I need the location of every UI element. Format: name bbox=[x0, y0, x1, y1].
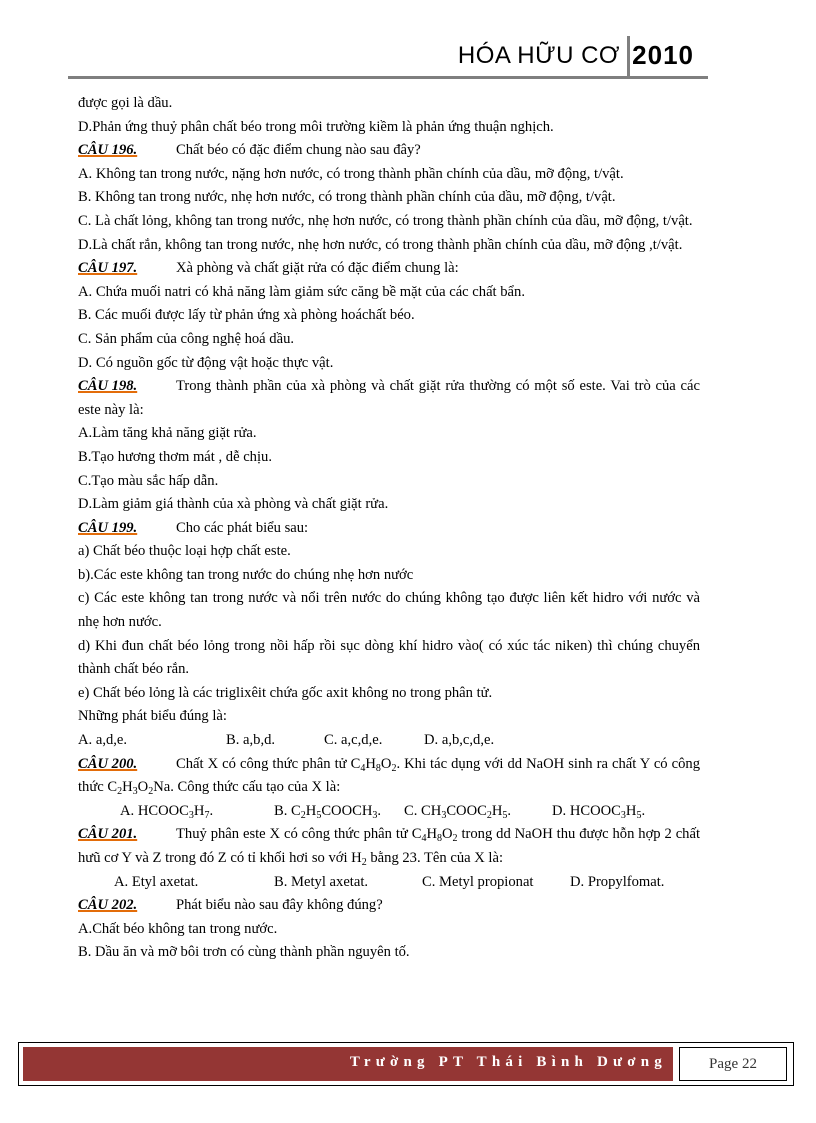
option-a: A.Chất béo không tan trong nước. bbox=[78, 920, 278, 937]
subscript: 8 bbox=[375, 762, 381, 774]
question-text: Na. Công thức cấu tạo của X là: bbox=[153, 779, 341, 796]
header-rule bbox=[68, 76, 708, 79]
option-a: A. a,d,e. bbox=[78, 732, 128, 749]
option-d: D. Có nguồn gốc từ động vật hoặc thực vật. bbox=[78, 354, 334, 371]
subscript: 2 bbox=[361, 857, 367, 868]
question-text: Thuỷ phân este X có công thức phân tử C bbox=[176, 826, 422, 843]
option-c: C. Metyl propionat bbox=[422, 873, 534, 890]
option-c: C. $CH_3COOC_2H_5$. bbox=[404, 802, 512, 821]
question-ask: Những phát biểu đúng là: bbox=[78, 708, 227, 725]
option-a: A. Etyl axetat. bbox=[114, 873, 199, 890]
footer-bar bbox=[23, 1047, 673, 1081]
question-text: H bbox=[122, 779, 133, 796]
question-text: Xà phòng và chất giặt rửa có đặc điểm chung là: bbox=[176, 260, 459, 277]
question-text: Phát biểu nào sau đây không đúng? bbox=[176, 897, 383, 914]
option-a: A. Không tan trong nước, nặng hơn nước, có trong thành phần chính của dầu, mỡ động, t/vật. bbox=[78, 165, 624, 182]
statement-d: d) Khi đun chất béo lỏng trong nồi hấp rồi sục dòng khí hidro vào( có xúc tác niken) thì chúng chuyển thành chất béo rắn. bbox=[78, 637, 700, 678]
option-d: D. Propylfomat. bbox=[570, 873, 665, 890]
question-text: H bbox=[365, 755, 376, 772]
question-text: . Khi tác dụng với dd NaOH sinh ra chất Y có công thức C bbox=[78, 755, 700, 796]
option-d: D. a,b,c,d,e. bbox=[424, 732, 495, 749]
subscript: 4 bbox=[421, 833, 427, 845]
page-number: Page 22 bbox=[679, 1047, 787, 1081]
option-b: B. $C_2H_5COOCH_3$. bbox=[274, 802, 382, 821]
subscript: 8 bbox=[437, 833, 442, 845]
page-content bbox=[78, 92, 700, 965]
option-d: D. $HCOOC_3H_5$. bbox=[552, 802, 646, 821]
options-row bbox=[78, 800, 700, 824]
statement-b: b).Các este không tan trong nước do chúng nhẹ hơn nước bbox=[78, 566, 414, 583]
subscript: 3 bbox=[132, 786, 138, 798]
subscript: 2 bbox=[391, 762, 397, 774]
subscript: 2 bbox=[452, 833, 458, 845]
options-row bbox=[78, 729, 700, 753]
option-b: B. Các muối được lấy từ phản ứng xà phòng hoáchất béo. bbox=[78, 307, 415, 324]
question-label: CÂU 196. bbox=[78, 142, 138, 159]
question-text: bằng 23. Tên của X là: bbox=[366, 850, 504, 866]
question-label: CÂU 197. bbox=[78, 260, 138, 277]
statement-c: c) Các este không tan trong nước và nổi trên nước do chúng không tạo được liên kết hidro với nước và nhẹ hơn nước. bbox=[78, 590, 700, 631]
statement-e: e) Chất béo lỏng là các triglixêit chứa gốc axit không no trong phân tử. bbox=[78, 684, 493, 701]
text-line: D.Phản ứng thuỷ phân chất béo trong môi trường kiềm là phản ứng thuận nghịch. bbox=[78, 118, 554, 135]
statement-a: a) Chất béo thuộc loại hợp chất este. bbox=[78, 543, 291, 560]
option-b: B. Dầu ăn và mỡ bôi trơn có cùng thành phần nguyên tố. bbox=[78, 944, 410, 961]
option-c: C.Tạo màu sắc hấp dẫn. bbox=[78, 472, 219, 489]
page-header bbox=[68, 36, 708, 78]
question-202 bbox=[78, 894, 700, 918]
question-199 bbox=[78, 517, 700, 541]
header-year: 2010 bbox=[632, 40, 694, 70]
subscript: 2 bbox=[148, 786, 154, 798]
footer-school-name: Trường PT Thái Bình Dương bbox=[349, 1054, 667, 1070]
subscript: 2 bbox=[117, 786, 123, 798]
question-label: CÂU 199. bbox=[78, 519, 138, 536]
question-text: O bbox=[442, 826, 453, 843]
option-d: D.Làm giảm giá thành của xà phòng và chất giặt rửa. bbox=[78, 496, 389, 513]
option-b: B.Tạo hương thơm mát , dễ chịu. bbox=[78, 448, 272, 465]
question-text: O bbox=[137, 779, 149, 796]
option-b: B. Không tan trong nước, nhẹ hơn nước, có trong thành phần chính của dầu, mỡ động, t/vật. bbox=[78, 189, 616, 206]
option-a: A.Làm tăng khả năng giặt rửa. bbox=[78, 425, 257, 442]
option-c: C. Sản phẩm của công nghệ hoá dầu. bbox=[78, 330, 295, 347]
option-c: C. Là chất lỏng, không tan trong nước, nhẹ hơn nước, có trong thành phần chính của dầu, mỡ động, t/vật. bbox=[78, 212, 693, 229]
question-text: trong dd NaOH thu được hỗn hợp 2 chất hưũ cơ Y và Z trong đó Z có tỉ khối hơi so với H bbox=[78, 826, 700, 866]
question-label: CÂU 200. bbox=[78, 755, 138, 772]
option-a: A. $HCOOC_3H_7$. bbox=[120, 802, 214, 821]
options-row bbox=[78, 871, 700, 895]
option-d: D.Là chất rắn, không tan trong nước, nhẹ hơn nước, có trong thành phần chính của dầu, mỡ động ,t/vật. bbox=[78, 236, 683, 253]
question-label: CÂU 198. bbox=[78, 378, 138, 395]
question-201 bbox=[78, 823, 700, 870]
question-label: CÂU 202. bbox=[78, 897, 138, 914]
option-b: B. a,b,d. bbox=[226, 732, 276, 749]
question-text: Cho các phát biểu sau: bbox=[176, 519, 309, 536]
option-b: B. Metyl axetat. bbox=[274, 873, 369, 890]
text-line: được gọi là dầu. bbox=[78, 95, 173, 111]
subscript: 4 bbox=[360, 762, 366, 774]
question-196 bbox=[78, 139, 700, 163]
option-a: A. Chứa muối natri có khả năng làm giảm sức căng bề mặt của các chất bẩn. bbox=[78, 283, 525, 300]
option-c: C. a,c,d,e. bbox=[324, 732, 383, 749]
question-text: Trong thành phần của xà phòng và chất giặt rửa thường có một số este. Vai trò của các este này là: bbox=[78, 378, 700, 418]
page-footer bbox=[18, 1042, 794, 1086]
header-title: HÓA HỮU CƠ bbox=[457, 42, 620, 69]
question-197 bbox=[78, 257, 700, 281]
question-text: Chất X có công thức phân tử C bbox=[176, 755, 361, 772]
question-text: O bbox=[380, 755, 392, 772]
question-text: Chất béo có đặc điểm chung nào sau đây? bbox=[176, 142, 421, 159]
header-separator bbox=[627, 36, 630, 76]
question-label: CÂU 201. bbox=[78, 826, 138, 843]
question-text: H bbox=[426, 826, 437, 843]
question-198 bbox=[78, 375, 700, 422]
question-200 bbox=[78, 753, 700, 800]
